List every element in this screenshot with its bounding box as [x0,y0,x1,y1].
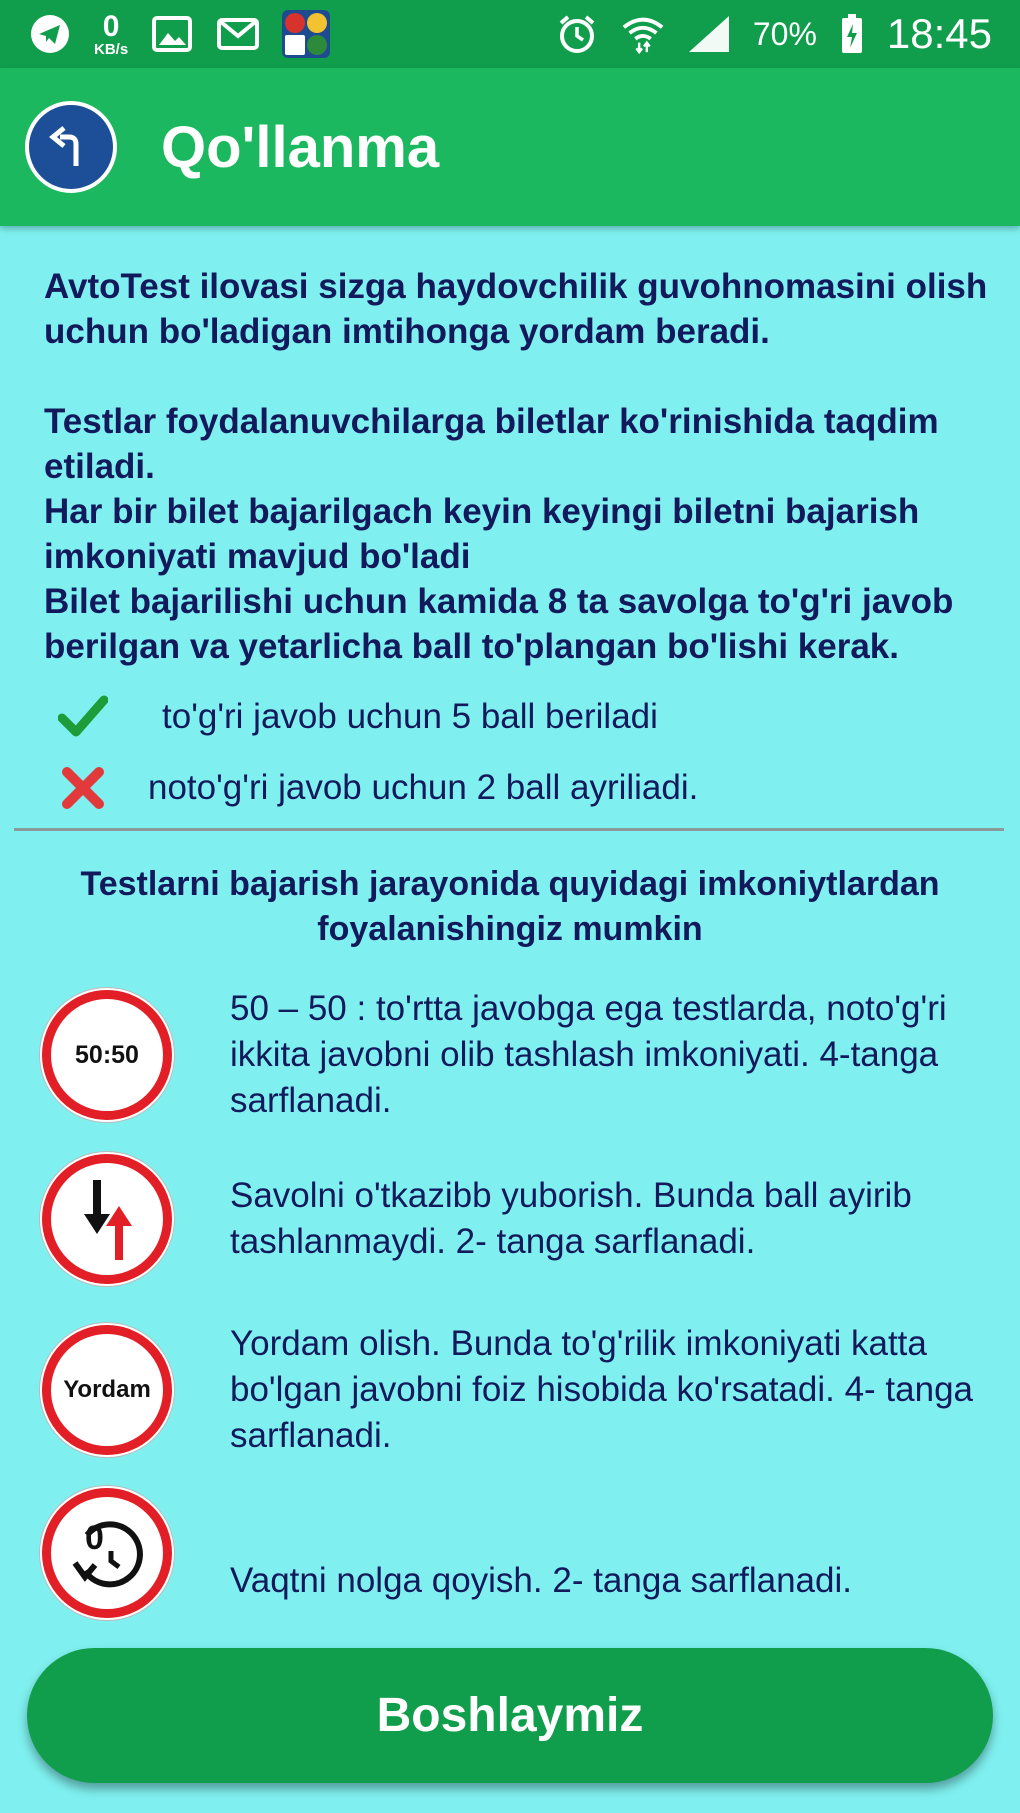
correct-answer-text: to'g'ri javob uchun 5 ball beriladi [162,697,658,736]
status-bar-left [28,10,330,58]
feature-description: 50 – 50 : to'rtta javobga ega testlarda, noto'g'ri ikkita javobni olib tashlash imkoniyati. 4-tanga sarflanadi. [230,989,947,1120]
intro-paragraph-1: AvtoTest ilovasi sizga haydovchilik guvohnomasini olish uchun bo'ladigan imtihonga yordam beradi. [44,267,988,351]
network-speed-value: 0 [102,9,120,43]
turn-left-arrow-icon [46,122,96,172]
features-heading: Testlarni bajarish jarayonida quyidagi imkoniytlardan foyalanishingiz mumkin [80,865,940,948]
network-speed [94,9,129,58]
app-icon [282,10,330,58]
feature-fifty-fifty [42,986,1012,1124]
signal-icon [687,12,731,56]
feature-description: Vaqtni nolga qoyish. 2- tanga sarflanadi. [230,1561,852,1600]
correct-answer-rule [56,690,658,744]
page-title: Qo'llanma [161,114,440,180]
intro-paragraph-2: Testlar foydalanuvchilarga biletlar ko'rinishida taqdim etiladi. [44,402,939,486]
fifty-fifty-sign-icon: 50:50 [42,990,172,1120]
gmail-icon [216,12,260,56]
intro-text [44,264,1004,669]
clock: 18:45 [886,10,992,57]
status-bar [0,0,1020,68]
wifi-icon [621,12,665,56]
checkmark-icon [56,690,110,744]
skip-question-sign-icon [42,1154,172,1284]
app-bar [0,68,1020,226]
start-button[interactable]: Boshlaymiz [27,1648,993,1783]
telegram-icon [28,12,72,56]
cross-icon [56,761,110,815]
alarm-icon [555,12,599,56]
intro-paragraph-3: Har bir bilet bajarilgach keyin keyingi biletni bajarish imkoniyati mavjud bo'ladi [44,492,920,576]
help-sign-icon: Yordam [42,1325,172,1455]
status-bar-right [555,10,992,58]
back-button[interactable] [25,101,117,193]
battery-percent: 70% [752,15,817,52]
network-speed-unit: KB/s [94,40,129,58]
wrong-answer-text: noto'g'ri javob uchun 2 ball ayriliadi. [148,768,699,807]
reset-timer-sign-label: 0 [85,1519,104,1557]
feature-skip-question [42,1154,1012,1284]
intro-paragraph-4: Bilet bajarilishi uchun kamida 8 ta savolga to'g'ri javob berilgan va yetarlicha ball to'plangan bo'lishi kerak. [44,582,954,666]
wrong-answer-rule [56,761,698,815]
reset-timer-sign-icon [42,1488,172,1618]
battery-icon [839,12,865,56]
gallery-icon [150,12,194,56]
feature-description: Savolni o'tkazibb yuborish. Bunda ball ayirib tashlanmaydi. 2- tanga sarflanadi. [230,1176,912,1261]
feature-help [42,1321,1012,1459]
feature-reset-timer [42,1488,1012,1618]
divider [14,828,1004,831]
feature-description: Yordam olish. Bunda to'g'rilik imkoniyati katta bo'lgan javobni foiz hisobida ko'rsatadi. 4- tanga sarflanadi. [230,1324,974,1455]
